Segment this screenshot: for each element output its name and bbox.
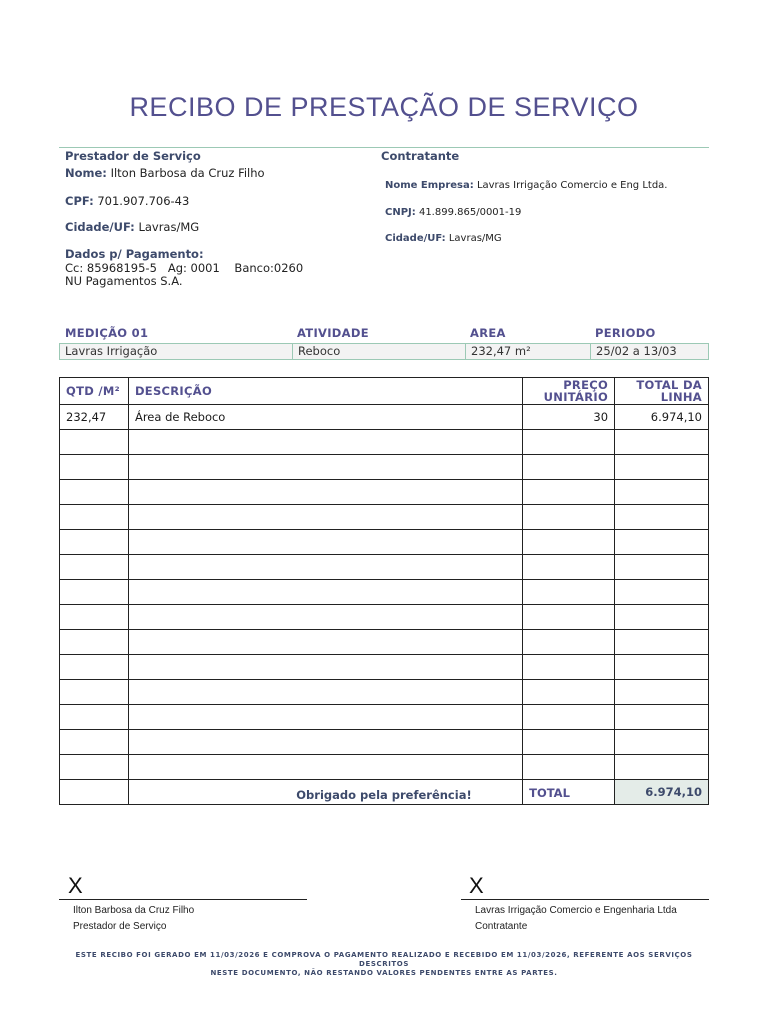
measurement-value: Lavras Irrigação bbox=[65, 344, 158, 358]
empty-cell bbox=[615, 480, 709, 505]
provider-signature-mark: X bbox=[68, 873, 83, 898]
provider-heading: Prestador de Serviço bbox=[65, 149, 201, 163]
table-row bbox=[60, 730, 709, 755]
empty-cell bbox=[128, 505, 522, 530]
items-table bbox=[59, 377, 709, 805]
unit-price-column-header bbox=[523, 378, 615, 405]
empty-cell bbox=[60, 655, 129, 680]
line-total-header-line1: TOTAL DA bbox=[636, 378, 702, 392]
document-title: RECIBO DE PRESTAÇÃO DE SERVIÇO bbox=[129, 92, 639, 122]
empty-cell bbox=[615, 730, 709, 755]
empty-cell bbox=[128, 580, 522, 605]
empty-cell bbox=[60, 705, 129, 730]
empty-cell bbox=[128, 430, 522, 455]
empty-cell bbox=[128, 455, 522, 480]
empty-cell bbox=[523, 730, 615, 755]
provider-cpf-label: CPF: bbox=[65, 194, 94, 208]
empty-cell bbox=[615, 530, 709, 555]
table-row bbox=[60, 505, 709, 530]
empty-cell bbox=[60, 730, 129, 755]
line-total-header-line2: LINHA bbox=[660, 390, 702, 404]
client-cnpj-value: 41.899.865/0001-19 bbox=[418, 207, 522, 218]
payment-bank: NU Pagamentos S.A. bbox=[65, 274, 183, 288]
measurement-header: MEDIÇÃO 01 bbox=[65, 326, 149, 340]
empty-cell bbox=[128, 555, 522, 580]
table-row bbox=[60, 755, 709, 780]
client-city-value: Lavras/MG bbox=[448, 233, 502, 244]
empty-cell bbox=[523, 480, 615, 505]
empty-cell bbox=[523, 605, 615, 630]
empty-cell bbox=[523, 680, 615, 705]
empty-cell bbox=[128, 705, 522, 730]
empty-cell bbox=[128, 730, 522, 755]
period-value: 25/02 a 13/03 bbox=[590, 344, 708, 359]
client-company bbox=[385, 180, 667, 191]
provider-signature-line bbox=[59, 899, 307, 900]
table-row bbox=[60, 655, 709, 680]
client-signature-name: Lavras Irrigação Comercio e Engenharia Ltda bbox=[475, 905, 677, 916]
empty-cell bbox=[60, 455, 129, 480]
empty-cell bbox=[615, 755, 709, 780]
provider-name-value: Ilton Barbosa da Cruz Filho bbox=[110, 166, 265, 180]
unit-price-cell: 30 bbox=[523, 405, 615, 430]
empty-cell bbox=[523, 755, 615, 780]
empty-cell bbox=[615, 555, 709, 580]
empty-cell bbox=[60, 630, 129, 655]
client-city bbox=[385, 233, 502, 244]
empty-cell bbox=[60, 755, 129, 780]
empty-cell bbox=[128, 655, 522, 680]
thanks-message: Obrigado pela preferência! bbox=[296, 788, 472, 802]
empty-cell bbox=[615, 655, 709, 680]
empty-cell bbox=[615, 680, 709, 705]
client-cnpj-label: CNPJ: bbox=[385, 207, 416, 218]
table-row bbox=[60, 705, 709, 730]
empty-cell bbox=[615, 630, 709, 655]
provider-city-value: Lavras/MG bbox=[138, 220, 200, 234]
empty-cell bbox=[128, 755, 522, 780]
total-label: TOTAL bbox=[523, 780, 615, 805]
payment-account: Cc: 85968195-5 Ag: 0001 Banco:0260 bbox=[65, 261, 304, 275]
client-signature-mark: X bbox=[469, 873, 484, 898]
table-row bbox=[60, 605, 709, 630]
unit-price-header-line1: PREÇO bbox=[563, 378, 609, 392]
table-row bbox=[60, 480, 709, 505]
footer-note bbox=[59, 951, 709, 978]
client-heading: Contratante bbox=[381, 149, 460, 163]
provider-signature-role: Prestador de Serviço bbox=[73, 921, 167, 932]
client-signature-line bbox=[461, 899, 709, 900]
payment-label bbox=[65, 247, 204, 261]
empty-cell bbox=[615, 505, 709, 530]
empty-cell bbox=[128, 680, 522, 705]
provider-city bbox=[65, 220, 199, 234]
empty-cell bbox=[128, 480, 522, 505]
client-cnpj bbox=[385, 207, 521, 218]
empty-cell bbox=[60, 680, 129, 705]
empty-cell bbox=[523, 705, 615, 730]
empty-cell bbox=[615, 430, 709, 455]
line-total-cell: 6.974,10 bbox=[615, 405, 709, 430]
empty-cell bbox=[523, 530, 615, 555]
provider-cpf-value: 701.907.706-43 bbox=[97, 194, 190, 208]
empty-cell bbox=[523, 555, 615, 580]
empty-cell bbox=[615, 455, 709, 480]
provider-name-label: Nome: bbox=[65, 166, 107, 180]
table-row bbox=[60, 680, 709, 705]
header-divider bbox=[59, 147, 709, 148]
area-value: 232,47 m² bbox=[465, 344, 590, 359]
activity-value: Reboco bbox=[292, 344, 465, 359]
payment-label-text: Dados p/ Pagamento: bbox=[65, 247, 204, 261]
table-row bbox=[60, 580, 709, 605]
empty-cell bbox=[128, 630, 522, 655]
provider-cpf bbox=[65, 194, 189, 208]
description-cell: Área de Reboco bbox=[128, 405, 522, 430]
client-signature-role: Contratante bbox=[475, 921, 528, 932]
client-company-value: Lavras Irrigação Comercio e Eng Ltda. bbox=[476, 180, 668, 191]
provider-name bbox=[65, 166, 265, 180]
line-total-column-header bbox=[615, 378, 709, 405]
table-row bbox=[60, 455, 709, 480]
empty-cell bbox=[523, 630, 615, 655]
provider-city-label: Cidade/UF: bbox=[65, 220, 135, 234]
table-row bbox=[60, 405, 709, 430]
empty-cell bbox=[523, 580, 615, 605]
table-row bbox=[60, 530, 709, 555]
table-row bbox=[60, 630, 709, 655]
qty-column-header: QTD /M² bbox=[60, 378, 129, 405]
activity-header: ATIVIDADE bbox=[297, 326, 369, 340]
measurement-row bbox=[59, 343, 709, 360]
total-value: 6.974,10 bbox=[615, 780, 709, 805]
empty-cell bbox=[523, 430, 615, 455]
description-column-header: DESCRIÇÃO bbox=[128, 378, 522, 405]
empty-cell bbox=[60, 530, 129, 555]
empty-cell bbox=[60, 555, 129, 580]
empty-cell bbox=[523, 455, 615, 480]
empty-cell bbox=[60, 580, 129, 605]
empty-cell bbox=[60, 605, 129, 630]
period-header: PERIODO bbox=[595, 326, 656, 340]
table-row bbox=[60, 555, 709, 580]
empty-cell bbox=[615, 605, 709, 630]
provider-signature-name: Ilton Barbosa da Cruz Filho bbox=[73, 905, 195, 916]
footer-line-2: NESTE DOCUMENTO, NÃO RESTANDO VALORES PENDENTES ENTRE AS PARTES. bbox=[210, 969, 558, 977]
area-header: AREA bbox=[470, 326, 506, 340]
items-table-header bbox=[60, 378, 709, 405]
unit-price-header-line2: UNITÁRIO bbox=[543, 390, 609, 404]
empty-cell bbox=[128, 530, 522, 555]
empty-cell bbox=[523, 655, 615, 680]
footer-line-1: ESTE RECIBO FOI GERADO EM 11/03/2026 E COMPROVA O PAGAMENTO REALIZADO E RECEBIDO EM 11/03/2026, REFERENTE AOS SERVIÇOS DESCRITOS bbox=[75, 951, 693, 968]
empty-cell bbox=[128, 605, 522, 630]
client-company-label: Nome Empresa: bbox=[385, 180, 474, 191]
table-row bbox=[60, 430, 709, 455]
empty-cell bbox=[60, 430, 129, 455]
empty-cell bbox=[60, 505, 129, 530]
empty-cell bbox=[615, 580, 709, 605]
client-city-label: Cidade/UF: bbox=[385, 233, 446, 244]
empty-cell bbox=[615, 705, 709, 730]
empty-cell bbox=[523, 505, 615, 530]
empty-cell bbox=[60, 480, 129, 505]
qty-cell: 232,47 bbox=[60, 405, 129, 430]
